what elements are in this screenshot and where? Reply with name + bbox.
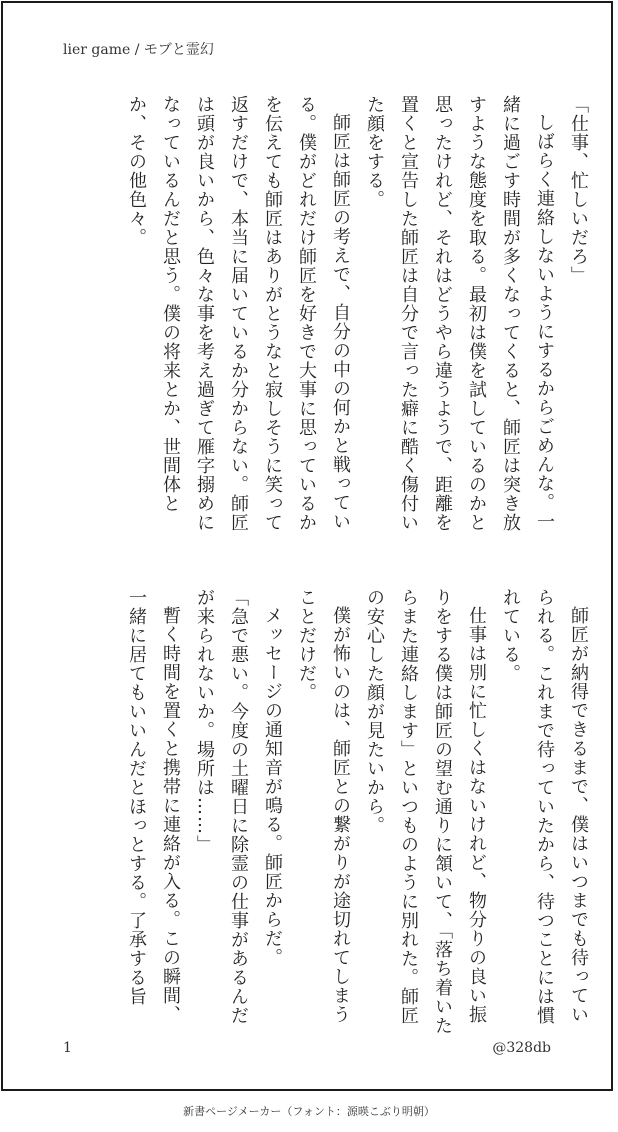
text-paragraph: 暫く時間を置くと携帯に連絡が入る。この瞬間、一緒に居てもいいんだとほっとする。了承する旨 [126,588,181,1024]
page-number: 1 [63,1040,72,1056]
generator-credit: 新書ページメーカー（フォント：源暎こぶり明朝） [183,1105,435,1118]
text-paragraph: 師匠は師匠の考えで、自分の中の何かと戦っている。僕がどれだけ師匠を好きで大事に思っているかを伝えても師匠はありがとうなと寂しそうに笑って返すだけで、本当に届いているか分からない。師匠は頭が良いから、色々な事を考え過ぎて雁字搦めになっているんだと思う。僕の将来とか、世間体とか、その他色々。 [126,95,351,532]
text-paragraph: 師匠が納得できるまで、僕はいつまでも待っていられる。これまで待っていたから、待つことには慣れている。 [500,588,589,1025]
text-line: 「仕事、忙しいだろ」 [568,95,589,285]
text-paragraph: 僕が怖いのは、師匠との繋がりが途切れてしまうことだけだ。 [296,588,351,1024]
text-line: 「急で悪い。今度の土曜日に除霊の仕事があるんだが来られないか。場所は……」 [194,588,249,1025]
page-header-title: lier game / モブと霊幻 [63,42,214,58]
text-paragraph: しばらく連絡しないようにするからごめんな。一緒に過ごす時間が多くなってくると、師匠は突き放すような態度を取る。最初は僕を試しているのかと思ったけれど、それはどうやら違うようで、距離を置くと宣告した師匠は自分で言った癖に酷く傷付いた顔をする。 [364,95,555,532]
author-handle: @328db [492,1040,551,1056]
text-block-bottom [55,588,595,1038]
text-block-top [55,95,595,545]
text-paragraph: メッセージの通知音が鳴る。師匠からだ。 [262,606,283,967]
page-frame [1,1,613,1091]
text-paragraph: 仕事は別に忙しくはないけれど、物分りの良い振りをする僕は師匠の望む通りに頷いて、「落ち着いたらまた連絡します」といつものように別れた。師匠の安心した顔が見たいから。 [364,588,487,1035]
